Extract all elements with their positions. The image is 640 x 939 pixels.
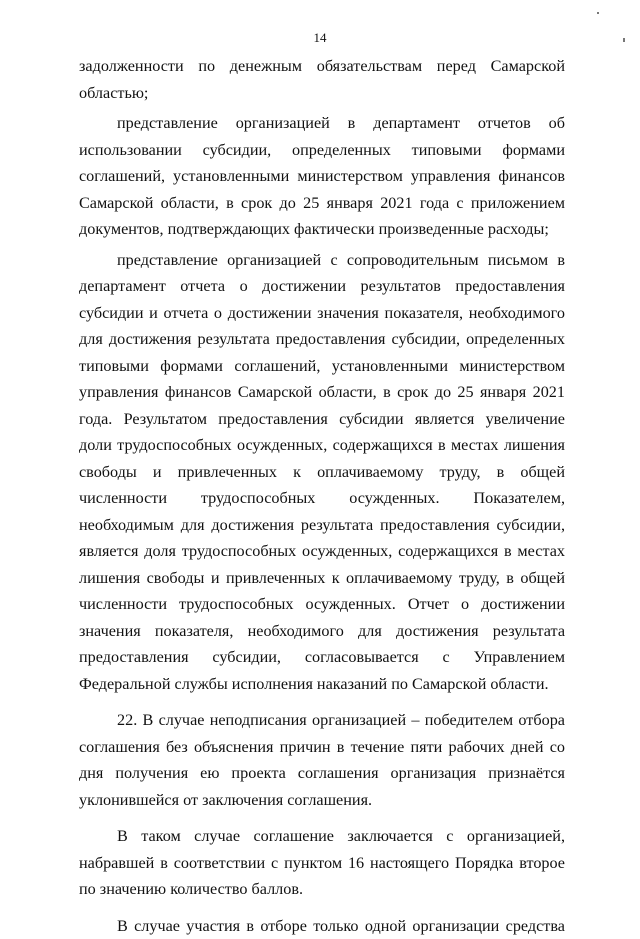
paragraph-item-22: 22. В случае неподписания организацией – победителем отбора соглашения без объяснения причин в течение пяти рабочих дней со дня получения ею проекта соглашения организация признаётся уклонившейся от заключения соглашения. (79, 707, 565, 813)
scan-speck (597, 12, 599, 14)
paragraph-single-participant: В случае участия в отборе только одной организации средства (79, 913, 565, 939)
paragraph-usage-report: представление организацией в департамент отчетов об использовании субсидии, определенных типовыми формами соглашений, установленными министерством управления финансов Самарской области, в срок до 25 января 2021 года с приложением документов, подтверждающих фактически произведенные расходы; (79, 110, 565, 243)
paragraph-debt-continuation: задолженности по денежным обязательствам перед Самарской областью; (79, 53, 565, 106)
paragraph-results-report: представление организацией с сопроводительным письмом в департамент отчета о достижении результатов предоставления субсидии и отчета о достижении значения показателя, необходимого для достижения результата предоставления субсидии, определенных типовыми формами соглашений, установленными министерством управления финансов Самарской области, в срок до 25 января 2021 года. Результатом предоставления субсидии является увеличение доли трудоспособных осужденных, содержащихся в местах лишения свободы и привлеченных к оплачиваемому труду, в общей численности трудоспособных осужденных. Показателем, необходимым для достижения результата предоставления субсидии, является доля трудоспособных осужденных, содержащихся в местах лишения свободы и привлеченных к оплачиваемому труду, в общей численности трудоспособных осужденных. Отчет о достижении значения показателя, необходимого для достижения результата предоставления субсидии, согласовывается с Управлением Федеральной службы исполнения наказаний по Самарской области. (79, 247, 565, 698)
page-number: 14 (0, 30, 640, 46)
scan-speck (623, 38, 625, 42)
paragraph-second-place: В таком случае соглашение заключается с организацией, набравшей в соответствии с пунктом 16 настоящего Порядка второе по значению количество баллов. (79, 823, 565, 903)
document-body (79, 53, 565, 939)
